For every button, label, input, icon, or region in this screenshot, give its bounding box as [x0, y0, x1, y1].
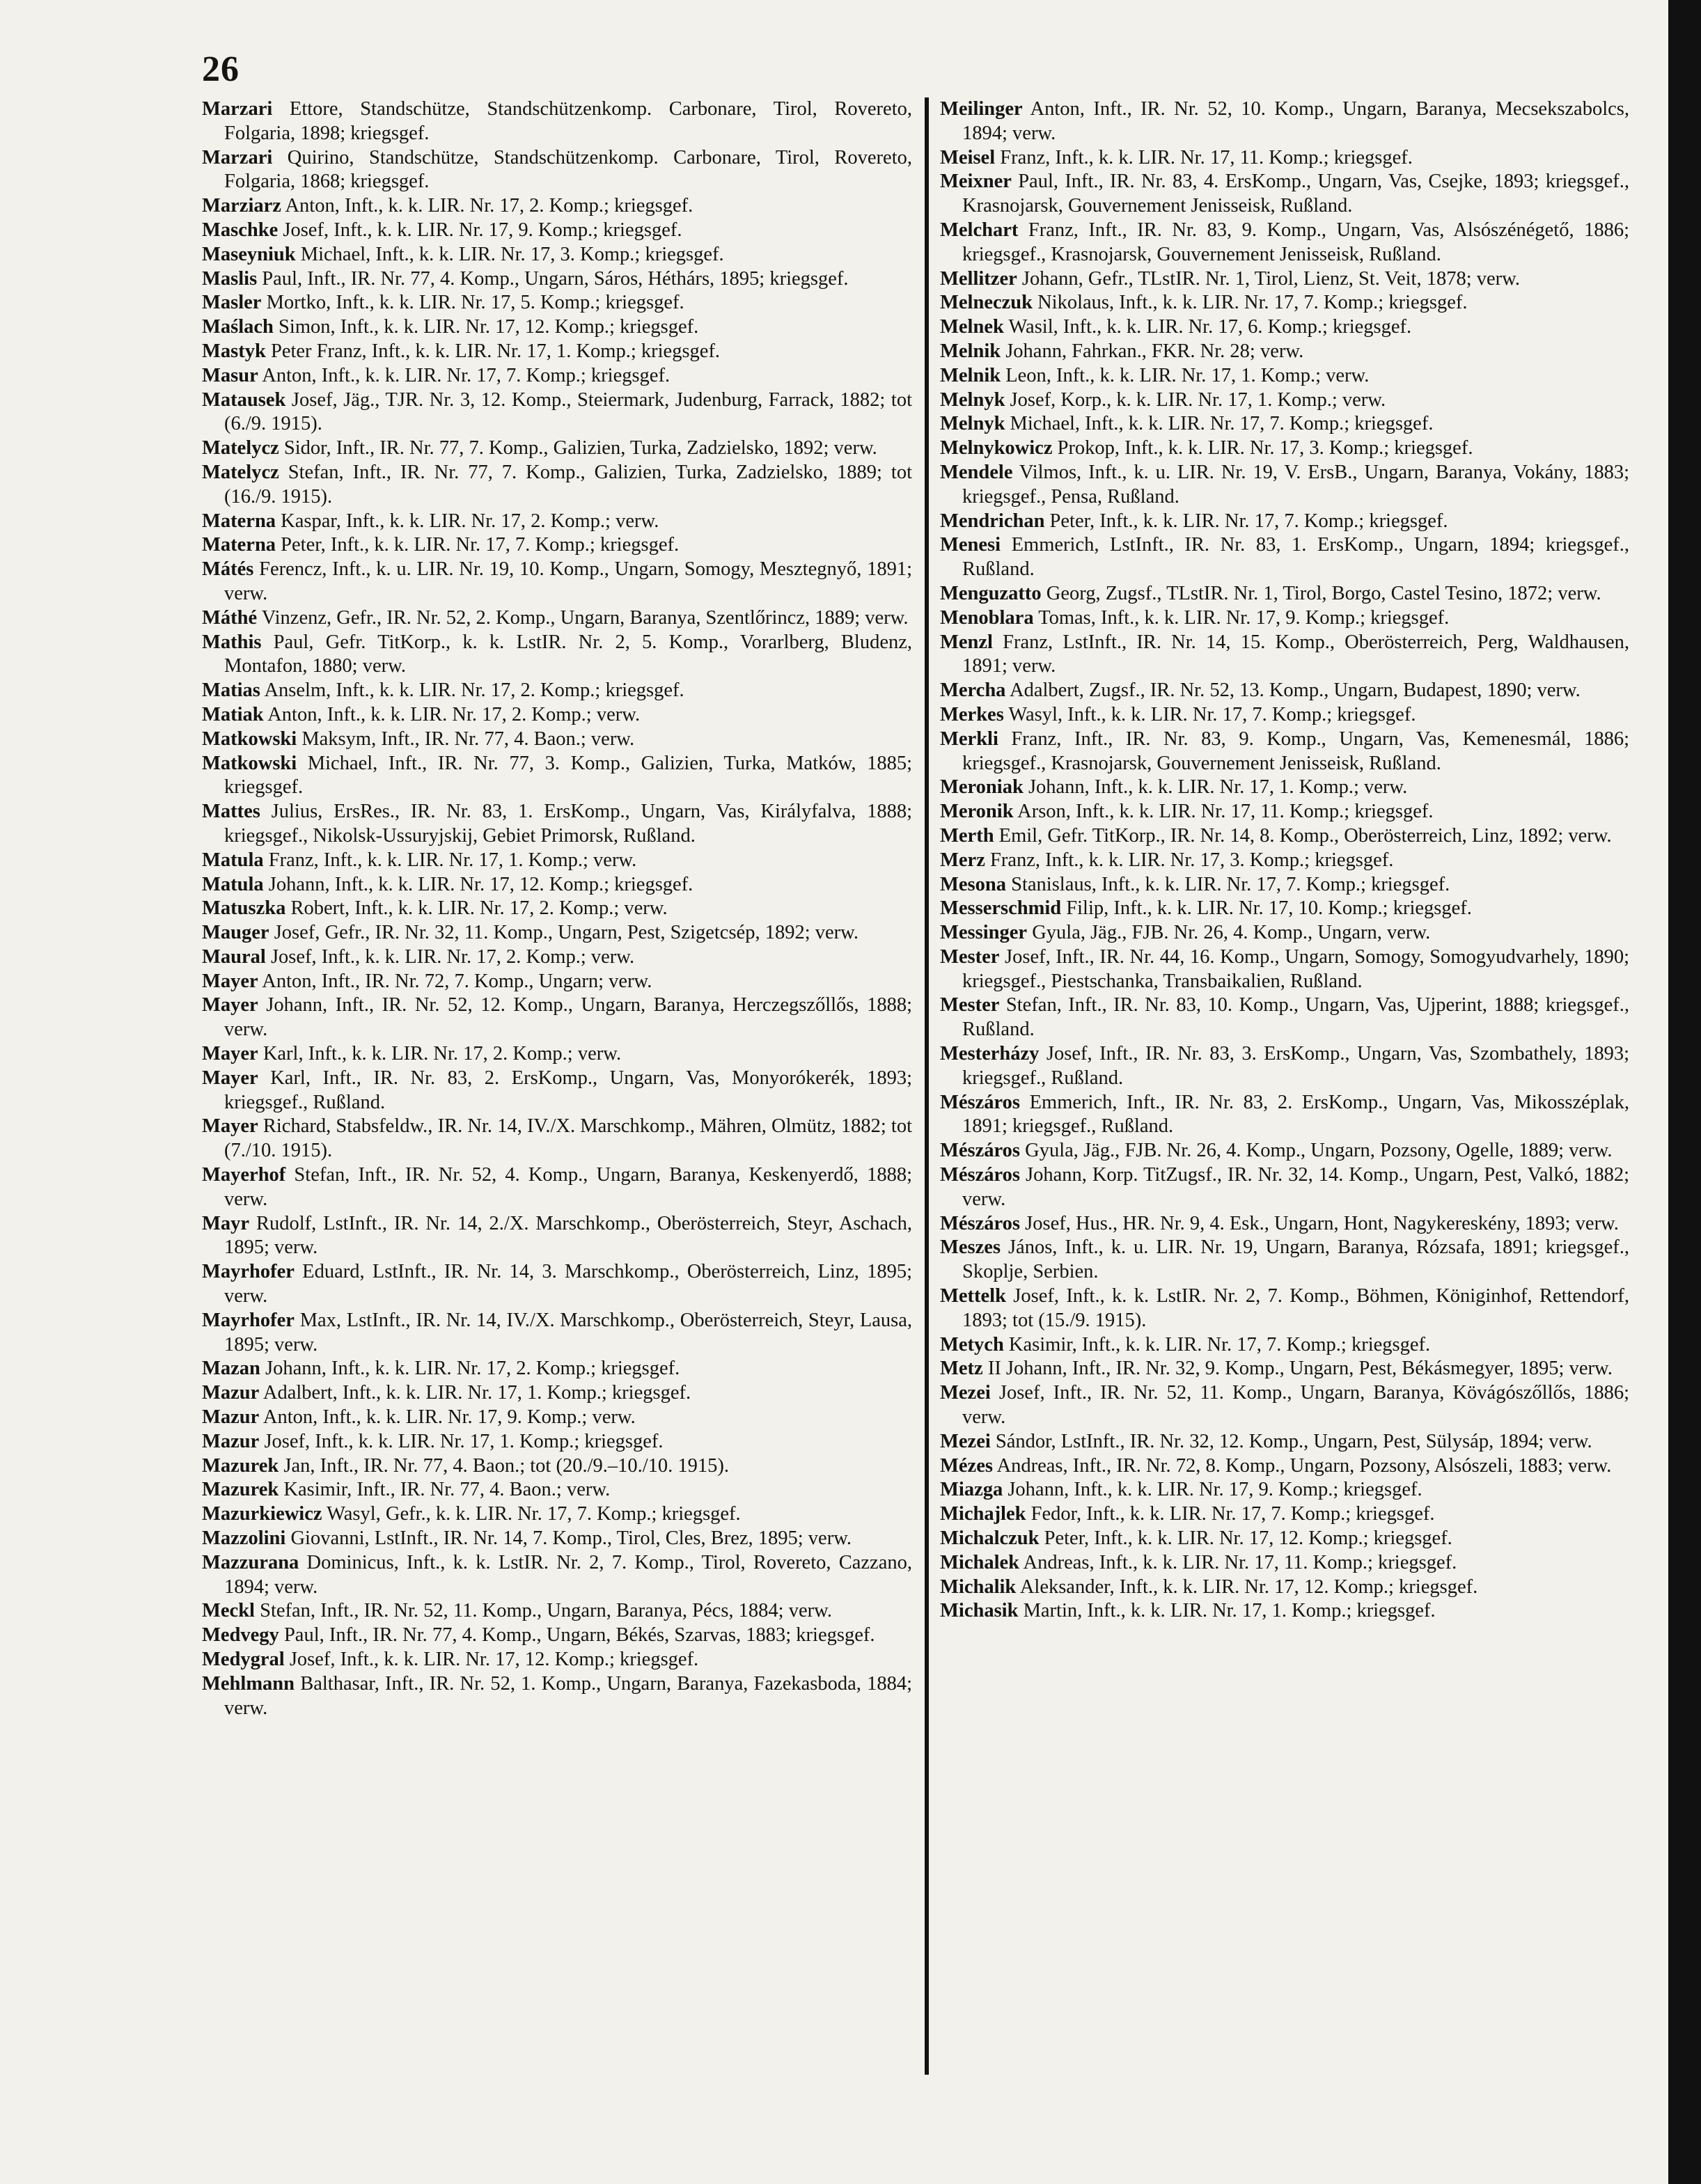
- list-entry: [202, 1067, 912, 1115]
- list-entry: [202, 194, 912, 219]
- entry-surname: Meroniak: [940, 776, 1024, 799]
- list-entry: [202, 1260, 912, 1309]
- list-entry: [202, 945, 912, 970]
- entry-details: Andreas, Inft., k. k. LIR. Nr. 17, 11. Komp.; kriegsgef.: [1019, 1551, 1457, 1573]
- entry-surname: Mauger: [202, 922, 269, 944]
- entry-surname: Mesona: [940, 873, 1006, 895]
- entry-surname: Mészáros: [940, 1164, 1021, 1186]
- entry-surname: Mazzurana: [202, 1551, 299, 1573]
- entry-details: Josef, Inft., k. k. LIR. Nr. 17, 2. Komp.; verw.: [265, 945, 635, 968]
- list-entry: [940, 1285, 1629, 1333]
- entry-details: Josef, Inft., IR. Nr. 52, 11. Komp., Ungarn, Baranya, Kövágószőllős, 1886; verw.: [962, 1382, 1629, 1429]
- entry-details: Kaspar, Inft., k. k. LIR. Nr. 17, 2. Komp.; verw.: [276, 510, 659, 532]
- entry-surname: Mészáros: [940, 1091, 1021, 1113]
- list-entry: [940, 728, 1629, 776]
- entry-details: Prokop, Inft., k. k. LIR. Nr. 17, 3. Komp.; kriegsgef.: [1052, 437, 1473, 459]
- list-entry: [202, 849, 912, 873]
- entry-details: Michael, Inft., IR. Nr. 77, 3. Komp., Galizien, Turka, Matków, 1885; kriegsgef.: [224, 752, 912, 799]
- entry-details: Josef, Inft., k. k. LIR. Nr. 17, 12. Komp.; kriegsgef.: [284, 1649, 699, 1670]
- list-entry: [202, 1672, 912, 1721]
- entry-details: Anton, Inft., k. k. LIR. Nr. 17, 9. Komp.; verw.: [259, 1406, 636, 1429]
- list-entry: [202, 800, 912, 849]
- entry-surname: Mendele: [940, 461, 1013, 483]
- entry-surname: Mészáros: [940, 1140, 1021, 1162]
- entry-details: Richard, Stabsfeldw., IR. Nr. 14, IV./X. Marschkomp., Mähren, Olmütz, 1882; tot (7./10. 1915).: [224, 1115, 912, 1162]
- entry-surname: Mester: [940, 945, 1000, 968]
- list-entry: [202, 728, 912, 752]
- entry-details: Johann, Korp. TitZugsf., IR. Nr. 32, 14. Komp., Ungarn, Pest, Valkó, 1882; verw.: [962, 1164, 1629, 1210]
- list-entry: [940, 1333, 1629, 1358]
- entry-surname: Matkowski: [202, 752, 297, 774]
- list-entry: [940, 1478, 1629, 1502]
- entry-details: Josef, Hus., HR. Nr. 9, 4. Esk., Ungarn, Hont, Nagykereskény, 1893; verw.: [1020, 1212, 1619, 1234]
- entry-surname: Mazurek: [202, 1479, 279, 1501]
- entry-details: Balthasar, Inft., IR. Nr. 52, 1. Komp., Ungarn, Baranya, Fazekasboda, 1884; verw.: [224, 1672, 912, 1719]
- entry-surname: Maseyniuk: [202, 243, 296, 265]
- list-entry: [202, 873, 912, 897]
- entry-surname: Meisel: [940, 146, 996, 168]
- list-entry: [940, 1139, 1629, 1163]
- entry-details: Franz, Inft., IR. Nr. 83, 9. Komp., Ungarn, Vas, Alsószénégető, 1886; kriegsgef., Krasnojarsk, Gouvernement Jenisseisk, Rußland.: [962, 219, 1629, 265]
- entry-surname: Marziarz: [202, 195, 281, 217]
- list-entry: [940, 1576, 1629, 1600]
- entry-surname: Mattes: [202, 801, 260, 823]
- entry-surname: Maślach: [202, 316, 274, 338]
- entry-surname: Michasik: [940, 1600, 1019, 1622]
- entry-surname: Mazur: [202, 1382, 260, 1404]
- entry-surname: Michalik: [940, 1576, 1017, 1598]
- entry-details: Maksym, Inft., IR. Nr. 77, 4. Baon.; verw.: [297, 728, 635, 750]
- list-entry: [940, 1091, 1629, 1140]
- entry-surname: Mester: [940, 994, 1000, 1016]
- list-entry: [940, 1163, 1629, 1212]
- list-entry: [940, 364, 1629, 388]
- entry-details: Michael, Inft., k. k. LIR. Nr. 17, 3. Komp.; kriegsgef.: [295, 243, 724, 265]
- list-entry: [202, 437, 912, 461]
- entry-details: Josef, Inft., k. k. LstIR. Nr. 2, 7. Komp., Böhmen, Königinhof, Rettendorf, 1893; tot (15./9. 1915).: [962, 1285, 1629, 1331]
- entry-surname: Materna: [202, 510, 276, 532]
- entry-details: Johann, Inft., k. k. LIR. Nr. 17, 2. Komp.; kriegsgef.: [260, 1358, 680, 1380]
- entry-details: Nikolaus, Inft., k. k. LIR. Nr. 17, 7. Komp.; kriegsgef.: [1032, 292, 1468, 314]
- list-entry: [202, 1478, 912, 1502]
- list-entry: [940, 1599, 1629, 1624]
- list-entry: [940, 1212, 1629, 1236]
- list-entry: [940, 1236, 1629, 1285]
- list-entry: [940, 1357, 1629, 1381]
- list-entry: [940, 97, 1629, 146]
- entry-details: Stefan, Inft., IR. Nr. 77, 7. Komp., Galizien, Turka, Zadzielsko, 1889; tot (16./9. 1915).: [224, 461, 912, 508]
- entry-details: Johann, Inft., k. k. LIR. Nr. 17, 1. Komp.; verw.: [1023, 776, 1408, 799]
- entry-surname: Mayer: [202, 1067, 258, 1089]
- entry-details: Johann, Inft., k. k. LIR. Nr. 17, 9. Komp.; kriegsgef.: [1003, 1479, 1422, 1501]
- entry-surname: Melchart: [940, 219, 1019, 241]
- list-entry: [940, 219, 1629, 267]
- entry-surname: Melnik: [940, 364, 1001, 386]
- entry-surname: Meckl: [202, 1600, 255, 1622]
- entry-details: Stefan, Inft., IR. Nr. 52, 4. Komp., Ungarn, Baranya, Keskenyerdő, 1888; verw.: [224, 1164, 912, 1210]
- entry-details: Leon, Inft., k. k. LIR. Nr. 17, 1. Komp.; verw.: [1001, 364, 1370, 386]
- entry-details: Vinzenz, Gefr., IR. Nr. 52, 2. Komp., Ungarn, Baranya, Szentlőrincz, 1889; verw.: [257, 606, 909, 629]
- entry-details: Anton, Inft., k. k. LIR. Nr. 17, 7. Komp.; kriegsgef.: [258, 364, 671, 386]
- list-entry: [202, 558, 912, 606]
- entry-surname: Mastyk: [202, 340, 266, 362]
- list-entry: [202, 703, 912, 728]
- entry-details: Martin, Inft., k. k. LIR. Nr. 17, 1. Komp.; kriegsgef.: [1018, 1600, 1436, 1622]
- entry-surname: Mazurkiewicz: [202, 1503, 322, 1525]
- entry-details: Jan, Inft., IR. Nr. 77, 4. Baon.; tot (20./9.–10./10. 1915).: [279, 1454, 730, 1477]
- entry-details: Sándor, LstInft., IR. Nr. 32, 12. Komp., Ungarn, Pest, Sülysáp, 1894; verw.: [990, 1430, 1592, 1452]
- column-divider: [925, 97, 929, 2075]
- entry-surname: Menzl: [940, 631, 993, 653]
- list-entry: [202, 315, 912, 340]
- entry-surname: Mészáros: [940, 1212, 1021, 1234]
- entry-details: Josef, Korp., k. k. LIR. Nr. 17, 1. Komp.; verw.: [1005, 388, 1386, 411]
- entry-details: Peter, Inft., k. k. LIR. Nr. 17, 7. Komp.; kriegsgef.: [276, 534, 680, 556]
- entry-details: Filip, Inft., k. k. LIR. Nr. 17, 10. Komp.; kriegsgef.: [1061, 897, 1472, 920]
- list-entry: [940, 1454, 1629, 1479]
- left-column: [202, 97, 912, 1720]
- scan-edge: [1668, 0, 1701, 2184]
- list-entry: [940, 824, 1629, 849]
- page-number: 26: [202, 49, 240, 89]
- entry-surname: Medygral: [202, 1649, 285, 1670]
- list-entry: [940, 993, 1629, 1042]
- entry-surname: Miazga: [940, 1479, 1003, 1501]
- entry-details: Emmerich, LstInft., IR. Nr. 83, 1. ErsKomp., Ungarn, 1894; kriegsgef., Rußland.: [962, 534, 1629, 581]
- entry-surname: Matelycz: [202, 461, 279, 483]
- entry-details: Kasimir, Inft., IR. Nr. 77, 4. Baon.; verw.: [279, 1479, 611, 1501]
- list-entry: [202, 1551, 912, 1600]
- entry-surname: Mezei: [940, 1382, 991, 1404]
- list-entry: [940, 921, 1629, 945]
- list-entry: [202, 219, 912, 243]
- entry-surname: Melnek: [940, 316, 1004, 338]
- list-entry: [940, 849, 1629, 873]
- entry-surname: Melnyk: [940, 413, 1005, 435]
- entry-details: Peter Franz, Inft., k. k. LIR. Nr. 17, 1. Komp.; kriegsgef.: [265, 340, 721, 362]
- entry-details: Josef, Jäg., TJR. Nr. 3, 12. Komp., Steiermark, Judenburg, Farrack, 1882; tot (6./9. 1915).: [224, 388, 912, 435]
- entry-details: Georg, Zugsf., TLstIR. Nr. 1, Tirol, Borgo, Castel Tesino, 1872; verw.: [1041, 582, 1601, 604]
- entry-surname: Michalek: [940, 1551, 1019, 1573]
- entry-details: Karl, Inft., IR. Nr. 83, 2. ErsKomp., Ungarn, Vas, Monyorókerék, 1893; kriegsgef., Rußland.: [224, 1067, 912, 1113]
- entry-surname: Mendrichan: [940, 510, 1045, 532]
- entry-details: Sidor, Inft., IR. Nr. 77, 7. Komp., Galizien, Turka, Zadzielsko, 1892; verw.: [279, 437, 877, 459]
- entry-surname: Michalczuk: [940, 1527, 1040, 1550]
- entry-surname: Mazur: [202, 1406, 260, 1429]
- entry-details: Franz, LstInft., IR. Nr. 14, 15. Komp., Oberösterreich, Perg, Waldhausen, 1891; verw.: [962, 631, 1629, 677]
- list-entry: [940, 1430, 1629, 1454]
- list-entry: [202, 993, 912, 1042]
- list-entry: [202, 1527, 912, 1551]
- entry-details: Kasimir, Inft., k. k. LIR. Nr. 17, 7. Komp.; kriegsgef.: [1003, 1333, 1431, 1356]
- entry-details: Robert, Inft., k. k. LIR. Nr. 17, 2. Komp.; verw.: [285, 897, 668, 920]
- list-entry: [940, 388, 1629, 413]
- list-entry: [940, 1527, 1629, 1551]
- entry-surname: Mazurek: [202, 1454, 279, 1477]
- entry-surname: Mazzolini: [202, 1527, 286, 1550]
- entry-surname: Merkes: [940, 703, 1004, 725]
- entry-surname: Mayer: [202, 970, 258, 992]
- entry-surname: Medvegy: [202, 1624, 279, 1647]
- list-entry: [940, 412, 1629, 437]
- list-entry: [940, 873, 1629, 897]
- entry-details: Anton, Inft., k. k. LIR. Nr. 17, 2. Komp.; kriegsgef.: [281, 195, 693, 217]
- entry-details: Wasil, Inft., k. k. LIR. Nr. 17, 6. Komp.; kriegsgef.: [1003, 316, 1412, 338]
- entry-surname: Meszes: [940, 1236, 1001, 1259]
- list-entry: [202, 146, 912, 195]
- list-entry: [202, 97, 912, 146]
- entry-details: Anton, Inft., IR. Nr. 72, 7. Komp., Ungarn; verw.: [258, 970, 652, 992]
- entry-details: Emmerich, Inft., IR. Nr. 83, 2. ErsKomp., Ungarn, Vas, Mikosszéplak, 1891; kriegsgef., Rußland.: [962, 1091, 1629, 1138]
- entry-surname: Mercha: [940, 679, 1006, 702]
- entry-details: Franz, Inft., k. k. LIR. Nr. 17, 11. Komp.; kriegsgef.: [995, 146, 1413, 168]
- entry-details: Josef, Gefr., IR. Nr. 32, 11. Komp., Ungarn, Pest, Szigetcsép, 1892; verw.: [269, 922, 859, 944]
- entry-surname: Mátés: [202, 558, 254, 581]
- entry-surname: Maschke: [202, 219, 279, 241]
- entry-details: Paul, Inft., IR. Nr. 77, 4. Komp., Ungarn, Békés, Szarvas, 1883; kriegsgef.: [279, 1624, 875, 1647]
- list-entry: [202, 533, 912, 558]
- list-entry: [940, 897, 1629, 921]
- entry-surname: Mayer: [202, 994, 258, 1016]
- entry-details: Gyula, Jäg., FJB. Nr. 26, 4. Komp., Ungarn, Pozsony, Ogelle, 1889; verw.: [1020, 1140, 1613, 1162]
- list-entry: [940, 703, 1629, 728]
- entry-surname: Marzari: [202, 98, 273, 120]
- entry-details: Paul, Gefr. TitKorp., k. k. LstIR. Nr. 2, 5. Komp., Vorarlberg, Bludenz, Montafon, 1880; verw.: [224, 631, 912, 677]
- entry-details: Stefan, Inft., IR. Nr. 52, 11. Komp., Ungarn, Baranya, Pécs, 1884; verw.: [254, 1600, 832, 1622]
- entry-details: Ferencz, Inft., k. u. LIR. Nr. 19, 10. Komp., Ungarn, Somogy, Mesztegnyő, 1891; verw.: [224, 558, 912, 604]
- entry-details: Michael, Inft., k. k. LIR. Nr. 17, 7. Komp.; kriegsgef.: [1005, 413, 1434, 435]
- entry-surname: Maslis: [202, 267, 258, 290]
- list-entry: [202, 606, 912, 631]
- list-entry: [940, 606, 1629, 631]
- list-entry: [202, 243, 912, 267]
- list-entry: [940, 315, 1629, 340]
- list-entry: [202, 340, 912, 364]
- list-entry: [202, 921, 912, 945]
- entry-surname: Matausek: [202, 388, 286, 411]
- entry-surname: Mettelk: [940, 1285, 1006, 1307]
- entry-details: Karl, Inft., k. k. LIR. Nr. 17, 2. Komp.; verw.: [258, 1043, 622, 1065]
- entry-details: Andreas, Inft., IR. Nr. 72, 8. Komp., Ungarn, Pozsony, Alsószeli, 1883; verw.: [992, 1454, 1612, 1477]
- entry-details: Wasyl, Inft., k. k. LIR. Nr. 17, 7. Komp.; kriegsgef.: [1003, 703, 1416, 725]
- entry-surname: Matuszka: [202, 897, 286, 920]
- entry-surname: Merz: [940, 849, 985, 871]
- entry-surname: Materna: [202, 534, 276, 556]
- entry-surname: Messinger: [940, 922, 1028, 944]
- entry-details: Tomas, Inft., k. k. LIR. Nr. 17, 9. Komp.; kriegsgef.: [1033, 606, 1450, 629]
- entry-surname: Matelycz: [202, 437, 279, 459]
- entry-surname: Melnykowicz: [940, 437, 1053, 459]
- entry-surname: Michajlek: [940, 1503, 1026, 1525]
- entry-details: Julius, ErsRes., IR. Nr. 83, 1. ErsKomp., Ungarn, Vas, Királyfalva, 1888; kriegsgef., Nikolsk-Ussuryjskij, Gebiet Primorsk, Rußland.: [224, 801, 912, 847]
- entry-surname: Melnik: [940, 340, 1001, 362]
- list-entry: [940, 1551, 1629, 1576]
- entry-surname: Matias: [202, 679, 260, 702]
- list-entry: [202, 1212, 912, 1261]
- entry-surname: Menesi: [940, 534, 1001, 556]
- entry-surname: Merth: [940, 824, 994, 847]
- list-entry: [202, 1115, 912, 1163]
- entry-details: Anton, Inft., IR. Nr. 52, 10. Komp., Ungarn, Baranya, Mecsekszabolcs, 1894; verw.: [962, 98, 1629, 144]
- list-entry: [202, 1454, 912, 1479]
- list-entry: [202, 1381, 912, 1406]
- entry-surname: Mayrhofer: [202, 1261, 295, 1283]
- list-entry: [940, 461, 1629, 510]
- entry-surname: Merkli: [940, 728, 998, 750]
- entry-surname: Marzari: [202, 146, 273, 168]
- entry-details: Quirino, Standschütze, Standschützenkomp. Carbonare, Tirol, Rovereto, Folgaria, 1868; kriegsgef.: [224, 146, 912, 193]
- entry-surname: Mezei: [940, 1430, 991, 1452]
- list-entry: [202, 291, 912, 315]
- entry-surname: Maural: [202, 945, 266, 968]
- entry-details: Adalbert, Inft., k. k. LIR. Nr. 17, 1. Komp.; kriegsgef.: [259, 1382, 691, 1404]
- list-entry: [940, 945, 1629, 994]
- list-entry: [202, 461, 912, 510]
- entry-details: Emil, Gefr. TitKorp., IR. Nr. 14, 8. Komp., Oberösterreich, Linz, 1892; verw.: [994, 824, 1612, 847]
- list-entry: [940, 170, 1629, 219]
- list-entry: [940, 437, 1629, 461]
- entry-details: Paul, Inft., IR. Nr. 83, 4. ErsKomp., Ungarn, Vas, Csejke, 1893; kriegsgef., Krasnojarsk, Gouvernement Jenisseisk, Rußland.: [962, 171, 1629, 217]
- entry-details: Gyula, Jäg., FJB. Nr. 26, 4. Komp., Ungarn, verw.: [1027, 922, 1431, 944]
- entry-surname: Mézes: [940, 1454, 993, 1477]
- entry-surname: Mazan: [202, 1358, 260, 1380]
- entry-details: Aleksander, Inft., k. k. LIR. Nr. 17, 12. Komp.; kriegsgef.: [1016, 1576, 1478, 1598]
- entry-surname: Mellitzer: [940, 267, 1017, 290]
- list-entry: [202, 970, 912, 994]
- entry-details: Johann, Inft., k. k. LIR. Nr. 17, 12. Komp.; kriegsgef.: [263, 873, 693, 895]
- entry-details: Adalbert, Zugsf., IR. Nr. 52, 13. Komp., Ungarn, Budapest, 1890; verw.: [1005, 679, 1581, 702]
- entry-details: Johann, Fahrkan., FKR. Nr. 28; verw.: [1001, 340, 1304, 362]
- entry-details: Anselm, Inft., k. k. LIR. Nr. 17, 2. Komp.; kriegsgef.: [260, 679, 684, 702]
- entry-surname: Mayrhofer: [202, 1309, 295, 1331]
- list-entry: [940, 1502, 1629, 1527]
- list-entry: [940, 631, 1629, 679]
- list-entry: [940, 533, 1629, 582]
- entry-details: Stefan, Inft., IR. Nr. 83, 10. Komp., Ungarn, Vas, Ujperint, 1888; kriegsgef., Rußland.: [962, 994, 1629, 1041]
- entry-details: Josef, Inft., IR. Nr. 83, 3. ErsKomp., Ungarn, Vas, Szombathely, 1893; kriegsgef., Rußland.: [962, 1043, 1629, 1089]
- list-entry: [940, 800, 1629, 824]
- entry-surname: Menoblara: [940, 606, 1034, 629]
- entry-details: Franz, Inft., IR. Nr. 83, 9. Komp., Ungarn, Vas, Kemenesmál, 1886; kriegsgef., Krasnojarsk, Gouvernement Jenisseisk, Rußland.: [962, 728, 1629, 774]
- list-entry: [202, 897, 912, 921]
- entry-details: Arson, Inft., k. k. LIR. Nr. 17, 11. Komp.; kriegsgef.: [1013, 801, 1434, 823]
- entry-details: Eduard, LstInft., IR. Nr. 14, 3. Marschkomp., Oberösterreich, Linz, 1895; verw.: [224, 1261, 912, 1307]
- entry-details: Ettore, Standschütze, Standschützenkomp. Carbonare, Tirol, Rovereto, Folgaria, 1898; kriegsgef.: [224, 98, 912, 144]
- entry-surname: Meixner: [940, 171, 1012, 193]
- entry-details: Peter, Inft., k. k. LIR. Nr. 17, 7. Komp.; kriegsgef.: [1044, 510, 1448, 532]
- list-entry: [202, 267, 912, 292]
- entry-details: Fedor, Inft., k. k. LIR. Nr. 17, 7. Komp.; kriegsgef.: [1026, 1503, 1435, 1525]
- entry-details: János, Inft., k. u. LIR. Nr. 19, Ungarn, Baranya, Rózsafa, 1891; kriegsgef., Skoplje, Serbien.: [962, 1236, 1629, 1283]
- list-entry: [202, 364, 912, 388]
- entry-details: Vilmos, Inft., k. u. LIR. Nr. 19, V. ErsB., Ungarn, Baranya, Vokány, 1883; kriegsgef., Pensa, Rußland.: [962, 461, 1629, 508]
- entry-details: Peter, Inft., k. k. LIR. Nr. 17, 12. Komp.; kriegsgef.: [1039, 1527, 1452, 1550]
- entry-surname: Matiak: [202, 703, 264, 725]
- entry-details: II Johann, Inft., IR. Nr. 32, 9. Komp., Ungarn, Pest, Békásmegyer, 1895; verw.: [982, 1358, 1613, 1380]
- entry-details: Mortko, Inft., k. k. LIR. Nr. 17, 5. Komp.; kriegsgef.: [261, 292, 684, 314]
- entry-details: Max, LstInft., IR. Nr. 14, IV./X. Marschkomp., Oberösterreich, Steyr, Lausa, 1895; verw.: [224, 1309, 912, 1356]
- entry-details: Josef, Inft., IR. Nr. 44, 16. Komp., Ungarn, Somogy, Somogyudvarhely, 1890; kriegsgef., Piestschanka, Transbaikalien, Rußland.: [962, 945, 1629, 992]
- entry-details: Rudolf, LstInft., IR. Nr. 14, 2./X. Marschkomp., Oberösterreich, Steyr, Aschach, 1895; verw.: [224, 1212, 912, 1259]
- entry-surname: Metz: [940, 1358, 983, 1380]
- entry-surname: Mayr: [202, 1212, 250, 1234]
- entry-details: Josef, Inft., k. k. LIR. Nr. 17, 9. Komp.; kriegsgef.: [278, 219, 682, 241]
- entry-surname: Mazur: [202, 1430, 260, 1452]
- list-entry: [202, 1648, 912, 1672]
- entry-details: Josef, Inft., k. k. LIR. Nr. 17, 1. Komp.; kriegsgef.: [259, 1430, 664, 1452]
- list-entry: [940, 267, 1629, 292]
- list-entry: [202, 1163, 912, 1212]
- entry-details: Stanislaus, Inft., k. k. LIR. Nr. 17, 7. Komp.; kriegsgef.: [1006, 873, 1450, 895]
- list-entry: [940, 776, 1629, 800]
- entry-details: Johann, Gefr., TLstIR. Nr. 1, Tirol, Lienz, St. Veit, 1878; verw.: [1017, 267, 1520, 290]
- entry-details: Paul, Inft., IR. Nr. 77, 4. Komp., Ungarn, Sáros, Héthárs, 1895; kriegsgef.: [257, 267, 849, 290]
- entry-details: Johann, Inft., IR. Nr. 52, 12. Komp., Ungarn, Baranya, Herczegszőllős, 1888; verw.: [224, 994, 912, 1041]
- list-entry: [202, 1357, 912, 1381]
- entry-surname: Melneczuk: [940, 292, 1033, 314]
- entry-surname: Mayerhof: [202, 1164, 286, 1186]
- list-entry: [940, 582, 1629, 606]
- entry-surname: Mesterházy: [940, 1043, 1040, 1065]
- entry-surname: Matula: [202, 849, 264, 871]
- list-entry: [202, 510, 912, 534]
- entry-surname: Melnyk: [940, 388, 1005, 411]
- list-entry: [202, 1624, 912, 1648]
- list-entry: [202, 1599, 912, 1624]
- list-entry: [202, 752, 912, 801]
- entry-details: Dominicus, Inft., k. k. LstIR. Nr. 2, 7. Komp., Tirol, Rovereto, Cazzano, 1894; verw.: [224, 1551, 912, 1598]
- list-entry: [202, 1042, 912, 1067]
- list-entry: [940, 146, 1629, 171]
- list-entry: [940, 679, 1629, 703]
- entry-surname: Mathis: [202, 631, 262, 653]
- entry-surname: Mehlmann: [202, 1672, 295, 1695]
- entry-surname: Masler: [202, 292, 262, 314]
- entry-details: Franz, Inft., k. k. LIR. Nr. 17, 3. Komp.; kriegsgef.: [985, 849, 1394, 871]
- list-entry: [202, 1502, 912, 1527]
- list-entry: [202, 388, 912, 437]
- list-entry: [202, 1406, 912, 1430]
- list-entry: [202, 631, 912, 679]
- entry-surname: Mayer: [202, 1043, 258, 1065]
- list-entry: [202, 679, 912, 703]
- entry-details: Wasyl, Gefr., k. k. LIR. Nr. 17, 7. Komp.; kriegsgef.: [322, 1503, 741, 1525]
- list-entry: [940, 510, 1629, 534]
- entry-details: Franz, Inft., k. k. LIR. Nr. 17, 1. Komp.; verw.: [263, 849, 637, 871]
- entry-surname: Meronik: [940, 801, 1014, 823]
- entry-details: Giovanni, LstInft., IR. Nr. 14, 7. Komp., Tirol, Cles, Brez, 1895; verw.: [285, 1527, 852, 1550]
- list-entry: [940, 1381, 1629, 1430]
- entry-surname: Máthé: [202, 606, 258, 629]
- entry-details: Anton, Inft., k. k. LIR. Nr. 17, 2. Komp.; verw.: [263, 703, 641, 725]
- entry-surname: Metych: [940, 1333, 1004, 1356]
- entry-surname: Messerschmid: [940, 897, 1062, 920]
- entry-surname: Masur: [202, 364, 258, 386]
- list-entry: [202, 1309, 912, 1358]
- entry-surname: Menguzatto: [940, 582, 1042, 604]
- list-entry: [940, 340, 1629, 364]
- list-entry: [940, 291, 1629, 315]
- entry-surname: Matkowski: [202, 728, 297, 750]
- entry-surname: Meilinger: [940, 98, 1023, 120]
- entry-surname: Mayer: [202, 1115, 258, 1138]
- list-entry: [940, 1042, 1629, 1091]
- right-column: [940, 97, 1629, 1624]
- entry-surname: Matula: [202, 873, 264, 895]
- list-entry: [202, 1430, 912, 1454]
- entry-details: Simon, Inft., k. k. LIR. Nr. 17, 12. Komp.; kriegsgef.: [273, 316, 699, 338]
